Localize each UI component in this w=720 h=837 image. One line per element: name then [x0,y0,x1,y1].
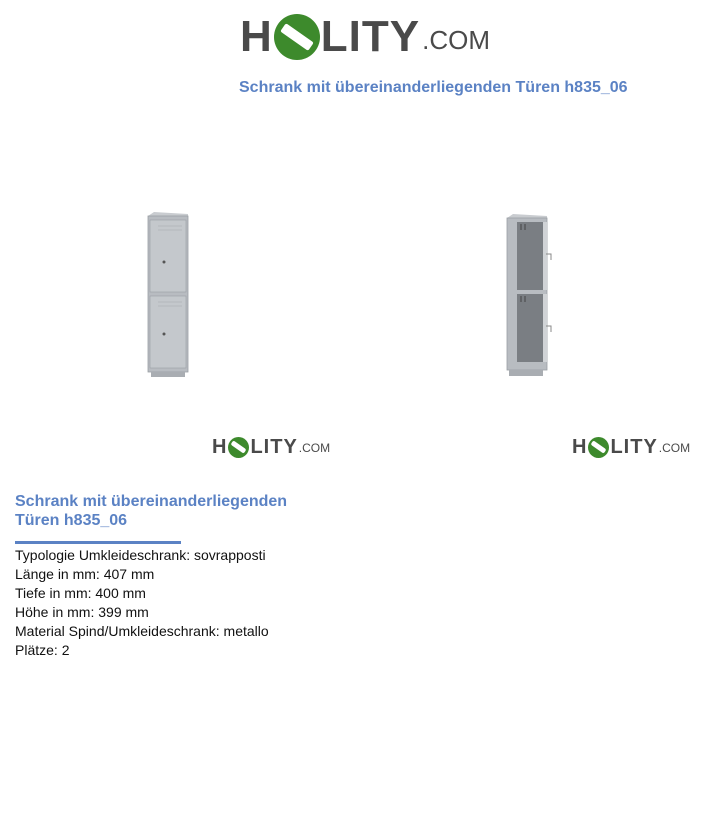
logo-domain: .COM [422,25,490,55]
page-title: Schrank mit übereinanderliegenden Türen h835_06 [239,79,628,96]
logo-domain: .COM [658,441,691,455]
title-divider [15,541,181,544]
holity-logo-small-right [572,435,690,459]
logo-o-icon [228,437,249,458]
spec-item-typology: Typologie Umkleideschrank: sovrapposti [15,547,266,563]
logo-wordmark [212,435,298,459]
spec-item-places: Plätze: 2 [15,642,70,658]
product-title-line-1: Schrank mit übereinanderliegenden [15,493,288,510]
logo-letter-h: H [572,435,588,458]
locker-closed-image [146,212,190,378]
logo-wordmark [572,435,658,459]
spec-item-depth: Tiefe in mm: 400 mm [15,585,146,601]
logo-o-icon [588,437,609,458]
logo-domain: .COM [298,441,331,455]
product-title [15,492,315,530]
logo-letters-lity: LITY [320,12,421,61]
product-title-line-2: Türen h835_06 [15,512,128,529]
logo-letters-lity: LITY [610,435,658,458]
logo-letter-h: H [240,12,273,61]
logo-letters-lity: LITY [250,435,298,458]
holity-logo-small-left [212,435,330,459]
logo-letter-h: H [212,435,228,458]
spec-item-material: Material Spind/Umkleideschrank: metallo [15,623,269,639]
holity-logo[interactable] [240,12,490,62]
spec-list [15,546,269,660]
locker-open-image [505,214,553,378]
logo-wordmark [240,12,420,62]
logo-o-icon [274,14,320,60]
spec-item-height: Höhe in mm: 399 mm [15,604,149,620]
spec-item-length: Länge in mm: 407 mm [15,566,155,582]
